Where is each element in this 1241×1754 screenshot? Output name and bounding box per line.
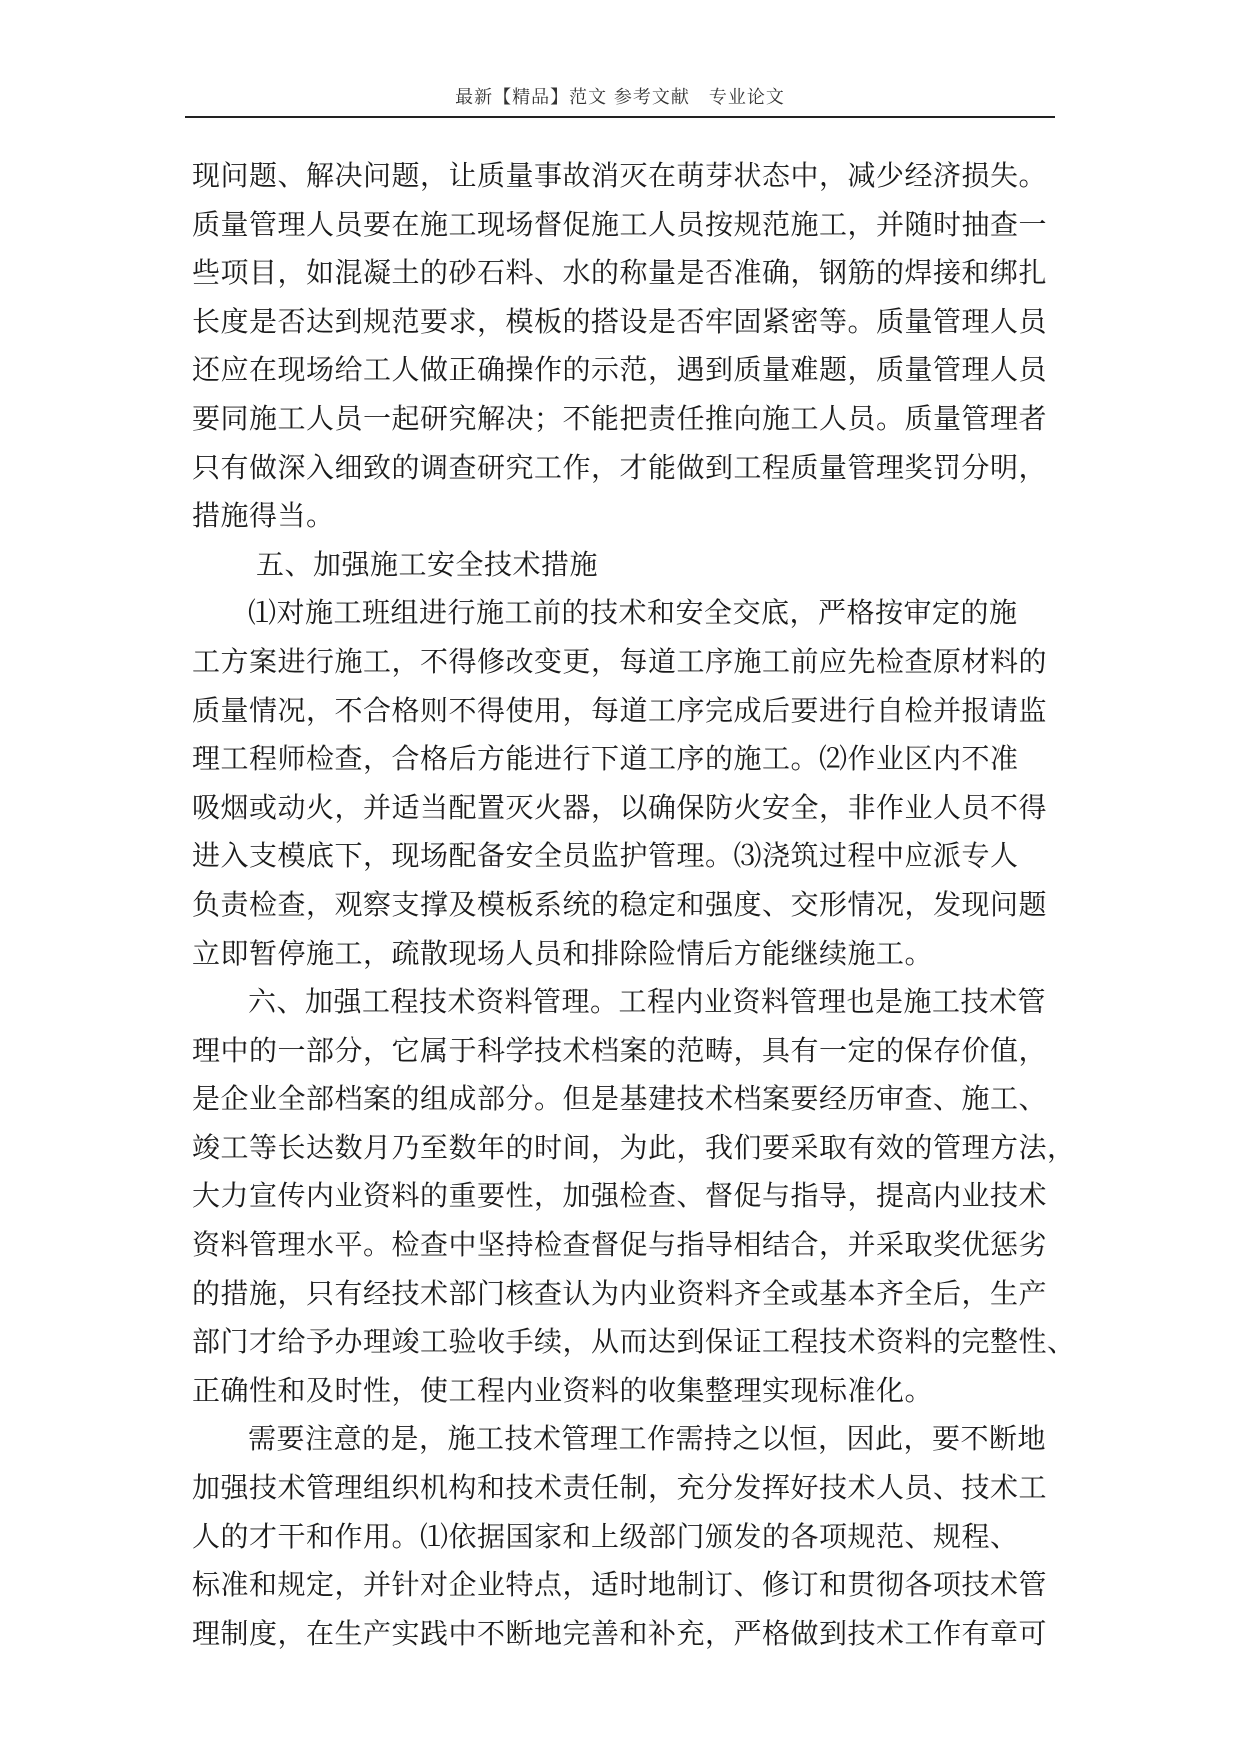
section-heading: 五、加强施工安全技术措施 xyxy=(256,547,599,581)
text-line: 负责检查，观察支撑及模板系统的稳定和强度、交形情况，发现问题 xyxy=(192,887,1048,921)
page-header: 最新【精品】范文 参考文献 专业论文 xyxy=(455,87,785,108)
text-line: 是企业全部档案的组成部分。但是基建技术档案要经历审查、施工、 xyxy=(192,1082,1048,1116)
text-line: 措施得当。 xyxy=(192,499,335,533)
text-line: 还应在现场给工人做正确操作的示范，遇到质量难题，质量管理人员 xyxy=(192,353,1048,387)
text-line: ⑴对施工班组进行施工前的技术和安全交底，严格按审定的施 xyxy=(248,596,1018,630)
text-line: 只有做深入细致的调查研究工作，才能做到工程质量管理奖罚分明， xyxy=(192,450,1048,484)
text-line: 人的才干和作用。⑴依据国家和上级部门颁发的各项规范、规程、 xyxy=(192,1519,1019,1553)
text-line: 资料管理水平。检查中坚持检查督促与指导相结合，并采取奖优惩劣 xyxy=(192,1228,1048,1262)
text-line: 现问题、解决问题，让质量事故消灭在萌芽状态中，减少经济损失。 xyxy=(192,159,1048,192)
text-line: 需要注意的是，施工技术管理工作需持之以恒，因此，要不断地 xyxy=(248,1422,1047,1456)
text-line: 部门才给予办理竣工验收手续，从而达到保证工程技术资料的完整性、 xyxy=(192,1325,1076,1359)
text-line: 理制度，在生产实践中不断地完善和补充，严格做到技术工作有章可 xyxy=(192,1616,1048,1650)
document-body xyxy=(192,152,1076,1658)
text-line: 质量情况，不合格则不得使用，每道工序完成后要进行自检并报请监 xyxy=(192,693,1048,727)
text-line: 吸烟或动火，并适当配置灭火器，以确保防火安全，非作业人员不得 xyxy=(192,790,1048,824)
text-line: 些项目，如混凝土的砂石料、水的称量是否准确，钢筋的焊接和绑扎 xyxy=(192,256,1048,290)
text-line: 理工程师检查，合格后方能进行下道工序的施工。⑵作业区内不准 xyxy=(192,742,1019,776)
text-line: 加强技术管理组织机构和技术责任制，充分发挥好技术人员、技术工 xyxy=(192,1471,1048,1505)
text-line: 标准和规定，并针对企业特点，适时地制订、修订和贯彻各项技术管 xyxy=(192,1568,1048,1602)
text-line: 大力宣传内业资料的重要性，加强检查、督促与指导，提高内业技术 xyxy=(192,1179,1048,1213)
text-line: 长度是否达到规范要求，模板的搭设是否牢固紧密等。质量管理人员 xyxy=(192,304,1048,338)
text-line: 正确性和及时性，使工程内业资料的收集整理实现标准化。 xyxy=(192,1373,934,1407)
text-line: 理中的一部分，它属于科学技术档案的范畴，具有一定的保存价值， xyxy=(192,1033,1048,1067)
text-line: 要同施工人员一起研究解决；不能把责任推向施工人员。质量管理者 xyxy=(192,401,1048,435)
text-line: 质量管理人员要在施工现场督促施工人员按规范施工，并随时抽查一 xyxy=(192,207,1048,241)
text-line: 六、加强工程技术资料管理。工程内业资料管理也是施工技术管 xyxy=(248,985,1047,1019)
text-line: 工方案进行施工，不得修改变更，每道工序施工前应先检查原材料的 xyxy=(192,644,1048,678)
text-line: 竣工等长达数月乃至数年的时间，为此，我们要采取有效的管理方法， xyxy=(192,1130,1076,1164)
text-line: 进入支模底下，现场配备安全员监护管理。⑶浇筑过程中应派专人 xyxy=(192,839,1019,873)
text-line: 的措施，只有经技术部门核查认为内业资料齐全或基本齐全后，生产 xyxy=(192,1276,1048,1310)
text-line: 立即暂停施工，疏散现场人员和排除险情后方能继续施工。 xyxy=(192,936,934,970)
header-divider xyxy=(185,116,1055,118)
